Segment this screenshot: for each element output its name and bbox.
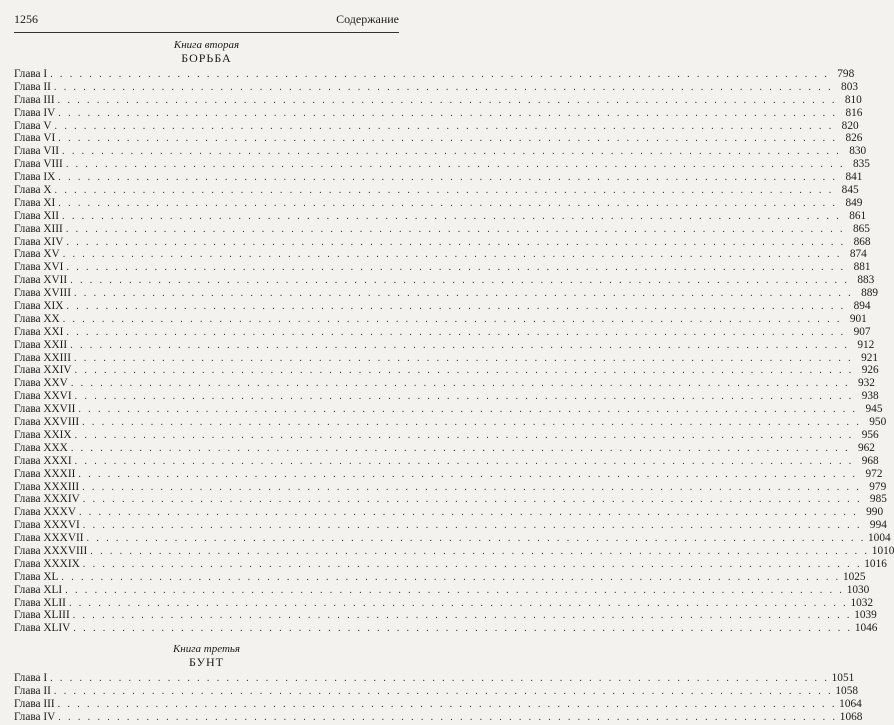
toc-entry-label: Глава XIX (14, 300, 64, 313)
toc-entry-label: Глава XXIII (14, 351, 71, 364)
toc-entry-label: Глава V (14, 119, 52, 132)
toc-entry-page: 985 (869, 493, 887, 506)
dot-leader: . . . . . . . . . . . . . . . . . . . . . . . . . . . . . . . . . . . . . . . . . . . . . . . . . . . . . . . . . . . . . . . . . . . . . . . . . . . . . . . . (62, 313, 842, 325)
dot-leader: . . . . . . . . . . . . . . . . . . . . . . . . . . . . . . . . . . . . . . . . . . . . . . . . . . . . . . . . . . . . . . . . . . . . . . . . . . . . . . . . (62, 146, 842, 158)
dot-leader: . . . . . . . . . . . . . . . . . . . . . . . . . . . . . . . . . . . . . . . . . . . . . . . . . . . . . . . . . . . . . . . . . . . . . . . . . . . . . . . . (90, 545, 870, 557)
dot-leader: . . . . . . . . . . . . . . . . . . . . . . . . . . . . . . . . . . . . . . . . . . . . . . . . . . . . . . . . . . . . . . . . . . . . . . . . . . . . . . . . (82, 417, 862, 429)
toc-entry-page: 894 (853, 300, 871, 313)
toc-entry-page: 889 (861, 287, 879, 300)
toc-entry (14, 106, 863, 120)
toc-entry-page: 826 (845, 132, 863, 145)
toc-entry (14, 672, 855, 685)
toc-entry-page: 938 (861, 390, 879, 403)
toc-entry (14, 235, 871, 249)
toc-entry-page: 972 (865, 467, 883, 480)
book-two-subtitle: Книга вторая (173, 39, 240, 51)
toc-entry-label: Глава XXXII (14, 467, 76, 480)
toc-entry-page: 921 (861, 351, 879, 364)
toc-entry (14, 697, 862, 711)
toc-entry (14, 570, 866, 584)
book-two-title: БОРЬБА (181, 51, 232, 65)
dot-leader: . . . . . . . . . . . . . . . . . . . . . . . . . . . . . . . . . . . . . . . . . . . . . . . . . . . . . . . . . . . . . . . . . . . . . . . . . . . . . . . . (82, 520, 862, 532)
dot-leader: . . . . . . . . . . . . . . . . . . . . . . . . . . . . . . . . . . . . . . . . . . . . . . . . . . . . . . . . . . . . . . . . . . . . . . . . . . . . . . . . (74, 429, 854, 441)
dot-leader: . . . . . . . . . . . . . . . . . . . . . . . . . . . . . . . . . . . . . . . . . . . . . . . . . . . . . . . . . . . . . . . . . . . . . . . . . . . . . . . . (53, 686, 833, 698)
toc-entry (14, 467, 883, 481)
toc-entry-label: Глава I (14, 68, 48, 80)
toc-entry (14, 710, 863, 724)
toc-entry-page: 816 (845, 106, 863, 119)
toc-entry-label: Глава XV (14, 248, 60, 261)
toc-entry-label: Глава VII (14, 145, 60, 158)
toc-entry (14, 261, 871, 274)
toc-entry-label: Глава III (14, 697, 55, 710)
toc-entry (14, 377, 875, 390)
toc-entry-label: Глава II (14, 685, 51, 698)
toc-entry-page: 849 (845, 196, 863, 209)
toc-entry-page: 990 (866, 506, 884, 519)
toc-entry (14, 416, 887, 429)
toc-entry-label: Глава XLI (14, 583, 63, 596)
toc-entry (14, 493, 887, 506)
toc-entry-label: Глава XXV (14, 377, 68, 390)
toc-entry-page: 845 (841, 184, 859, 197)
dot-leader: . . . . . . . . . . . . . . . . . . . . . . . . . . . . . . . . . . . . . . . . . . . . . . . . . . . . . . . . . . . . . . . . . . . . . . . . . . . . . . . . (61, 571, 841, 583)
toc-entry (14, 209, 867, 223)
dot-leader: . . . . . . . . . . . . . . . . . . . . . . . . . . . . . . . . . . . . . . . . . . . . . . . . . . . . . . . . . . . . . . . . . . . . . . . . . . . . . . . . (53, 81, 833, 93)
dot-leader: . . . . . . . . . . . . . . . . . . . . . . . . . . . . . . . . . . . . . . . . . . . . . . . . . . . . . . . . . . . . . . . . . . . . . . . . . . . . . . . . (50, 673, 830, 685)
running-head (14, 0, 399, 33)
toc-entry-label: Глава VIII (14, 158, 63, 171)
toc-entry-page: 1010 (871, 544, 894, 557)
dot-leader: . . . . . . . . . . . . . . . . . . . . . . . . . . . . . . . . . . . . . . . . . . . . . . . . . . . . . . . . . . . . . . . . . . . . . . . . . . . . . . . . (50, 69, 830, 80)
dot-leader: . . . . . . . . . . . . . . . . . . . . . . . . . . . . . . . . . . . . . . . . . . . . . . . . . . . . . . . . . . . . . . . . . . . . . . . . . . . . . . . . (78, 404, 858, 416)
toc-entry (14, 171, 863, 184)
toc-entry-page: 979 (869, 480, 887, 493)
toc-entry-label: Глава XLIII (14, 609, 70, 622)
toc-entry-label: Глава XXXVIII (14, 544, 88, 557)
toc-entry-page: 803 (841, 80, 858, 93)
toc-entry-page: 835 (852, 158, 870, 171)
toc-entry-page: 901 (849, 312, 867, 325)
toc-entry-page: 945 (865, 403, 883, 416)
toc-entry-page: 868 (853, 235, 871, 248)
toc-entry-label: Глава XXIV (14, 364, 72, 377)
toc-entry (14, 583, 870, 597)
toc-entry-label: Глава XVII (14, 274, 68, 287)
toc-entry-label: Глава XXXV (14, 506, 76, 519)
toc-entry-page: 994 (869, 519, 887, 532)
toc-entry-page: 912 (857, 338, 875, 351)
toc-entry-label: Глава XXVII (14, 403, 76, 416)
page-number: 1256 (14, 12, 38, 26)
dot-leader: . . . . . . . . . . . . . . . . . . . . . . . . . . . . . . . . . . . . . . . . . . . . . . . . . . . . . . . . . . . . . . . . . . . . . . . . . . . . . . . . (62, 210, 842, 222)
toc-entry-label: Глава XI (14, 196, 56, 209)
dot-leader: . . . . . . . . . . . . . . . . . . . . . . . . . . . . . . . . . . . . . . . . . . . . . . . . . . . . . . . . . . . . . . . . . . . . . . . . . . . . . . . . (58, 197, 838, 209)
toc-entry-page: 1004 (868, 532, 891, 545)
toc-entry-label: Глава XXI (14, 325, 64, 338)
dot-leader: . . . . . . . . . . . . . . . . . . . . . . . . . . . . . . . . . . . . . . . . . . . . . . . . . . . . . . . . . . . . . . . . . . . . . . . . . . . . . . . . (57, 94, 837, 106)
dot-leader: . . . . . . . . . . . . . . . . . . . . . . . . . . . . . . . . . . . . . . . . . . . . . . . . . . . . . . . . . . . . . . . . . . . . . . . . . . . . . . . . (82, 558, 862, 570)
book-two-heading (14, 39, 399, 65)
toc-entry-page: 881 (853, 261, 871, 274)
toc-entry-label: Глава XXII (14, 338, 68, 351)
toc-entry-label: Глава X (14, 184, 52, 197)
toc-entry (14, 364, 879, 377)
toc-entry-label: Глава XX (14, 312, 60, 325)
toc-entry-page: 1068 (839, 710, 863, 723)
toc-entry (14, 119, 859, 133)
toc-entry (14, 222, 870, 236)
toc-entry-label: Глава XXX (14, 441, 68, 454)
toc-entry (14, 325, 871, 339)
book-three-subtitle: Книга третья (172, 643, 241, 656)
toc-entry-page: 907 (853, 325, 871, 338)
toc-entry-label: Глава II (14, 80, 51, 93)
dot-leader: . . . . . . . . . . . . . . . . . . . . . . . . . . . . . . . . . . . . . . . . . . . . . . . . . . . . . . . . . . . . . . . . . . . . . . . . . . . . . . . . (65, 159, 845, 171)
toc-entry (14, 454, 879, 468)
toc-entry-page: 830 (849, 145, 867, 158)
toc-entry (14, 287, 879, 300)
toc-entry-label: Глава XXXI (14, 454, 72, 467)
toc-entry-page: 962 (858, 441, 875, 454)
dot-leader: . . . . . . . . . . . . . . . . . . . . . . . . . . . . . . . . . . . . . . . . . . . . . . . . . . . . . . . . . . . . . . . . . . . . . . . . . . . . . . . . (82, 494, 862, 506)
toc-entry (14, 532, 891, 545)
toc-entry-label: Глава XL (14, 570, 59, 583)
dot-leader: . . . . . . . . . . . . . . . . . . . . . . . . . . . . . . . . . . . . . . . . . . . . . . . . . . . . . . . . . . . . . . . . . . . . . . . . . . . . . . . . (82, 481, 862, 493)
toc-entry-label: Глава IV (14, 710, 56, 723)
dot-leader: . . . . . . . . . . . . . . . . . . . . . . . . . . . . . . . . . . . . . . . . . . . . . . . . . . . . . . . . . . . . . . . . . . . . . . . . . . . . . . . . (58, 107, 838, 119)
toc-entry (14, 248, 867, 261)
toc-entry (14, 609, 877, 622)
toc-entry-label: Глава XIII (14, 222, 63, 235)
toc-entry (14, 403, 883, 416)
toc-entry (14, 158, 870, 171)
toc-entry (14, 390, 879, 403)
toc-entry-label: Глава I (14, 672, 48, 685)
toc-entry-label: Глава IX (14, 171, 56, 184)
toc-entry-page: 1039 (854, 609, 877, 622)
dot-leader: . . . . . . . . . . . . . . . . . . . . . . . . . . . . . . . . . . . . . . . . . . . . . . . . . . . . . . . . . . . . . . . . . . . . . . . . . . . . . . . . (86, 533, 866, 545)
toc-entry-label: Глава XXIX (14, 428, 72, 441)
toc-entry-page: 932 (858, 377, 875, 390)
toc-entry-label: Глава XXXIV (14, 493, 80, 506)
toc-entry-label: Глава XXVI (14, 390, 72, 403)
toc-entry-page: 1051 (831, 672, 855, 685)
toc-entry-page: 968 (861, 454, 879, 467)
toc-entry-label: Глава XLII (14, 596, 66, 609)
toc-entry (14, 196, 863, 210)
toc-entry (14, 441, 875, 455)
book-three-title: БУНТ (189, 655, 224, 670)
toc-entry (14, 480, 887, 494)
toc-entry-page: 798 (837, 68, 855, 80)
dot-leader: . . . . . . . . . . . . . . . . . . . . . . . . . . . . . . . . . . . . . . . . . . . . . . . . . . . . . . . . . . . . . . . . . . . . . . . . . . . . . . . . (68, 597, 849, 609)
toc-entry-page: 841 (845, 171, 863, 184)
toc-entry-page: 865 (852, 222, 870, 235)
toc-entry-label: Глава XIV (14, 235, 64, 248)
dot-leader: . . . . . . . . . . . . . . . . . . . . . . . . . . . . . . . . . . . . . . . . . . . . . . . . . . . . . . . . . . . . . . . . . . . . . . . . . . . . . . . . (54, 185, 834, 197)
toc-entry-page: 810 (844, 93, 862, 106)
dot-leader: . . . . . . . . . . . . . . . . . . . . . . . . . . . . . . . . . . . . . . . . . . . . . . . . . . . . . . . . . . . . . . . . . . . . . . . . . . . . . . . . (66, 326, 846, 338)
toc-entry (14, 312, 867, 326)
book-two-chapter-list (14, 68, 894, 635)
dot-leader: . . . . . . . . . . . . . . . . . . . . . . . . . . . . . . . . . . . . . . . . . . . . . . . . . . . . . . . . . . . . . . . . . . . . . . . . . . . . . . . . (66, 262, 846, 274)
toc-entry (14, 519, 887, 532)
toc-entry (14, 184, 859, 197)
toc-entry-label: Глава XXXVII (14, 532, 84, 545)
toc-entry (14, 300, 871, 313)
toc-entry (14, 544, 894, 558)
dot-leader: . . . . . . . . . . . . . . . . . . . . . . . . . . . . . . . . . . . . . . . . . . . . . . . . . . . . . . . . . . . . . . . . . . . . . . . . . . . . . . . . (62, 249, 842, 261)
book-three-heading (14, 643, 399, 669)
dot-leader: . . . . . . . . . . . . . . . . . . . . . . . . . . . . . . . . . . . . . . . . . . . . . . . . . . . . . . . . . . . . . . . . . . . . . . . . . . . . . . . . (70, 275, 850, 287)
toc-entry-page: 861 (849, 209, 867, 222)
toc-entry (14, 622, 878, 635)
toc-entry-page: 820 (841, 119, 859, 132)
toc-entry (14, 338, 875, 352)
toc-entry (14, 685, 858, 698)
book-three-chapter-list (14, 672, 863, 724)
dot-leader: . . . . . . . . . . . . . . . . . . . . . . . . . . . . . . . . . . . . . . . . . . . . . . . . . . . . . . . . . . . . . . . . . . . . . . . . . . . . . . . . (70, 442, 850, 454)
toc-entry-label: Глава XXXVI (14, 519, 80, 532)
toc-entry-label: Глава XII (14, 209, 60, 222)
dot-leader: . . . . . . . . . . . . . . . . . . . . . . . . . . . . . . . . . . . . . . . . . . . . . . . . . . . . . . . . . . . . . . . . . . . . . . . . . . . . . . . . (70, 339, 850, 351)
toc-entry (14, 506, 884, 519)
toc-entry-page: 1025 (842, 570, 866, 583)
dot-leader: . . . . . . . . . . . . . . . . . . . . . . . . . . . . . . . . . . . . . . . . . . . . . . . . . . . . . . . . . . . . . . . . . . . . . . . . . . . . . . . . (66, 236, 846, 248)
toc-entry (14, 274, 875, 287)
toc-entry-page: 926 (861, 364, 879, 377)
dot-leader: . . . . . . . . . . . . . . . . . . . . . . . . . . . . . . . . . . . . . . . . . . . . . . . . . . . . . . . . . . . . . . . . . . . . . . . . . . . . . . . . (73, 288, 854, 300)
toc-entry-label: Глава IV (14, 106, 56, 119)
toc-entry-page: 1032 (850, 596, 874, 609)
dot-leader: . . . . . . . . . . . . . . . . . . . . . . . . . . . . . . . . . . . . . . . . . . . . . . . . . . . . . . . . . . . . . . . . . . . . . . . . . . . . . . . . (70, 378, 850, 390)
dot-leader: . . . . . . . . . . . . . . . . . . . . . . . . . . . . . . . . . . . . . . . . . . . . . . . . . . . . . . . . . . . . . . . . . . . . . . . . . . . . . . . . (73, 352, 854, 364)
dot-leader: . . . . . . . . . . . . . . . . . . . . . . . . . . . . . . . . . . . . . . . . . . . . . . . . . . . . . . . . . . . . . . . . . . . . . . . . . . . . . . . . (74, 391, 854, 403)
toc-entry-page: 1064 (839, 697, 862, 710)
toc-entry-label: Глава III (14, 93, 55, 106)
dot-leader: . . . . . . . . . . . . . . . . . . . . . . . . . . . . . . . . . . . . . . . . . . . . . . . . . . . . . . . . . . . . . . . . . . . . . . . . . . . . . . . . (65, 584, 845, 596)
toc-entry-label: Глава VI (14, 132, 56, 145)
dot-leader: . . . . . . . . . . . . . . . . . . . . . . . . . . . . . . . . . . . . . . . . . . . . . . . . . . . . . . . . . . . . . . . . . . . . . . . . . . . . . . . . (57, 698, 837, 710)
toc-entry-page: 883 (857, 274, 875, 287)
toc-entry-page: 950 (869, 416, 887, 429)
dot-leader: . . . . . . . . . . . . . . . . . . . . . . . . . . . . . . . . . . . . . . . . . . . . . . . . . . . . . . . . . . . . . . . . . . . . . . . . . . . . . . . . (54, 120, 834, 132)
toc-entry-page: 1058 (835, 685, 858, 698)
toc-entry (14, 557, 887, 571)
toc-entry-page: 874 (849, 248, 867, 261)
toc-entry (14, 428, 879, 442)
toc-entry (14, 80, 858, 94)
dot-leader: . . . . . . . . . . . . . . . . . . . . . . . . . . . . . . . . . . . . . . . . . . . . . . . . . . . . . . . . . . . . . . . . . . . . . . . . . . . . . . . . (66, 301, 846, 313)
toc-entry-page: 1030 (846, 583, 870, 596)
toc-entry (14, 351, 879, 365)
toc-entry-page: 1016 (864, 557, 887, 570)
toc-entry (14, 145, 867, 158)
dot-leader: . . . . . . . . . . . . . . . . . . . . . . . . . . . . . . . . . . . . . . . . . . . . . . . . . . . . . . . . . . . . . . . . . . . . . . . . . . . . . . . . (79, 507, 859, 519)
dot-leader: . . . . . . . . . . . . . . . . . . . . . . . . . . . . . . . . . . . . . . . . . . . . . . . . . . . . . . . . . . . . . . . . . . . . . . . . . . . . . . . . (58, 172, 838, 184)
toc-entry (14, 93, 862, 107)
section-title: Содержание (336, 12, 399, 26)
toc-entry-label: Глава XLIV (14, 622, 71, 635)
dot-leader: . . . . . . . . . . . . . . . . . . . . . . . . . . . . . . . . . . . . . . . . . . . . . . . . . . . . . . . . . . . . . . . . . . . . . . . . . . . . . . . . (74, 365, 854, 377)
dot-leader: . . . . . . . . . . . . . . . . . . . . . . . . . . . . . . . . . . . . . . . . . . . . . . . . . . . . . . . . . . . . . . . . . . . . . . . . . . . . . . . . (58, 711, 838, 723)
dot-leader: . . . . . . . . . . . . . . . . . . . . . . . . . . . . . . . . . . . . . . . . . . . . . . . . . . . . . . . . . . . . . . . . . . . . . . . . . . . . . . . . (78, 468, 858, 480)
dot-leader: . . . . . . . . . . . . . . . . . . . . . . . . . . . . . . . . . . . . . . . . . . . . . . . . . . . . . . . . . . . . . . . . . . . . . . . . . . . . . . . . (73, 623, 853, 635)
toc-entry-label: Глава XXXIX (14, 557, 80, 570)
dot-leader: . . . . . . . . . . . . . . . . . . . . . . . . . . . . . . . . . . . . . . . . . . . . . . . . . . . . . . . . . . . . . . . . . . . . . . . . . . . . . . . . (74, 455, 854, 467)
toc-entry-label: Глава XVI (14, 261, 64, 274)
toc-entry (14, 596, 874, 610)
dot-leader: . . . . . . . . . . . . . . . . . . . . . . . . . . . . . . . . . . . . . . . . . . . . . . . . . . . . . . . . . . . . . . . . . . . . . . . . . . . . . . . . (65, 223, 845, 235)
toc-entry-label: Глава XXVIII (14, 416, 80, 429)
toc-entry (14, 68, 855, 81)
dot-leader: . . . . . . . . . . . . . . . . . . . . . . . . . . . . . . . . . . . . . . . . . . . . . . . . . . . . . . . . . . . . . . . . . . . . . . . . . . . . . . . . (58, 133, 838, 145)
toc-entry-page: 956 (861, 428, 879, 441)
dot-leader: . . . . . . . . . . . . . . . . . . . . . . . . . . . . . . . . . . . . . . . . . . . . . . . . . . . . . . . . . . . . . . . . . . . . . . . . . . . . . . . . (72, 610, 852, 622)
toc-entry-label: Глава XXXIII (14, 480, 80, 493)
toc-entry-label: Глава XVIII (14, 287, 71, 300)
toc-entry (14, 132, 863, 145)
toc-entry-page: 1046 (854, 622, 878, 635)
